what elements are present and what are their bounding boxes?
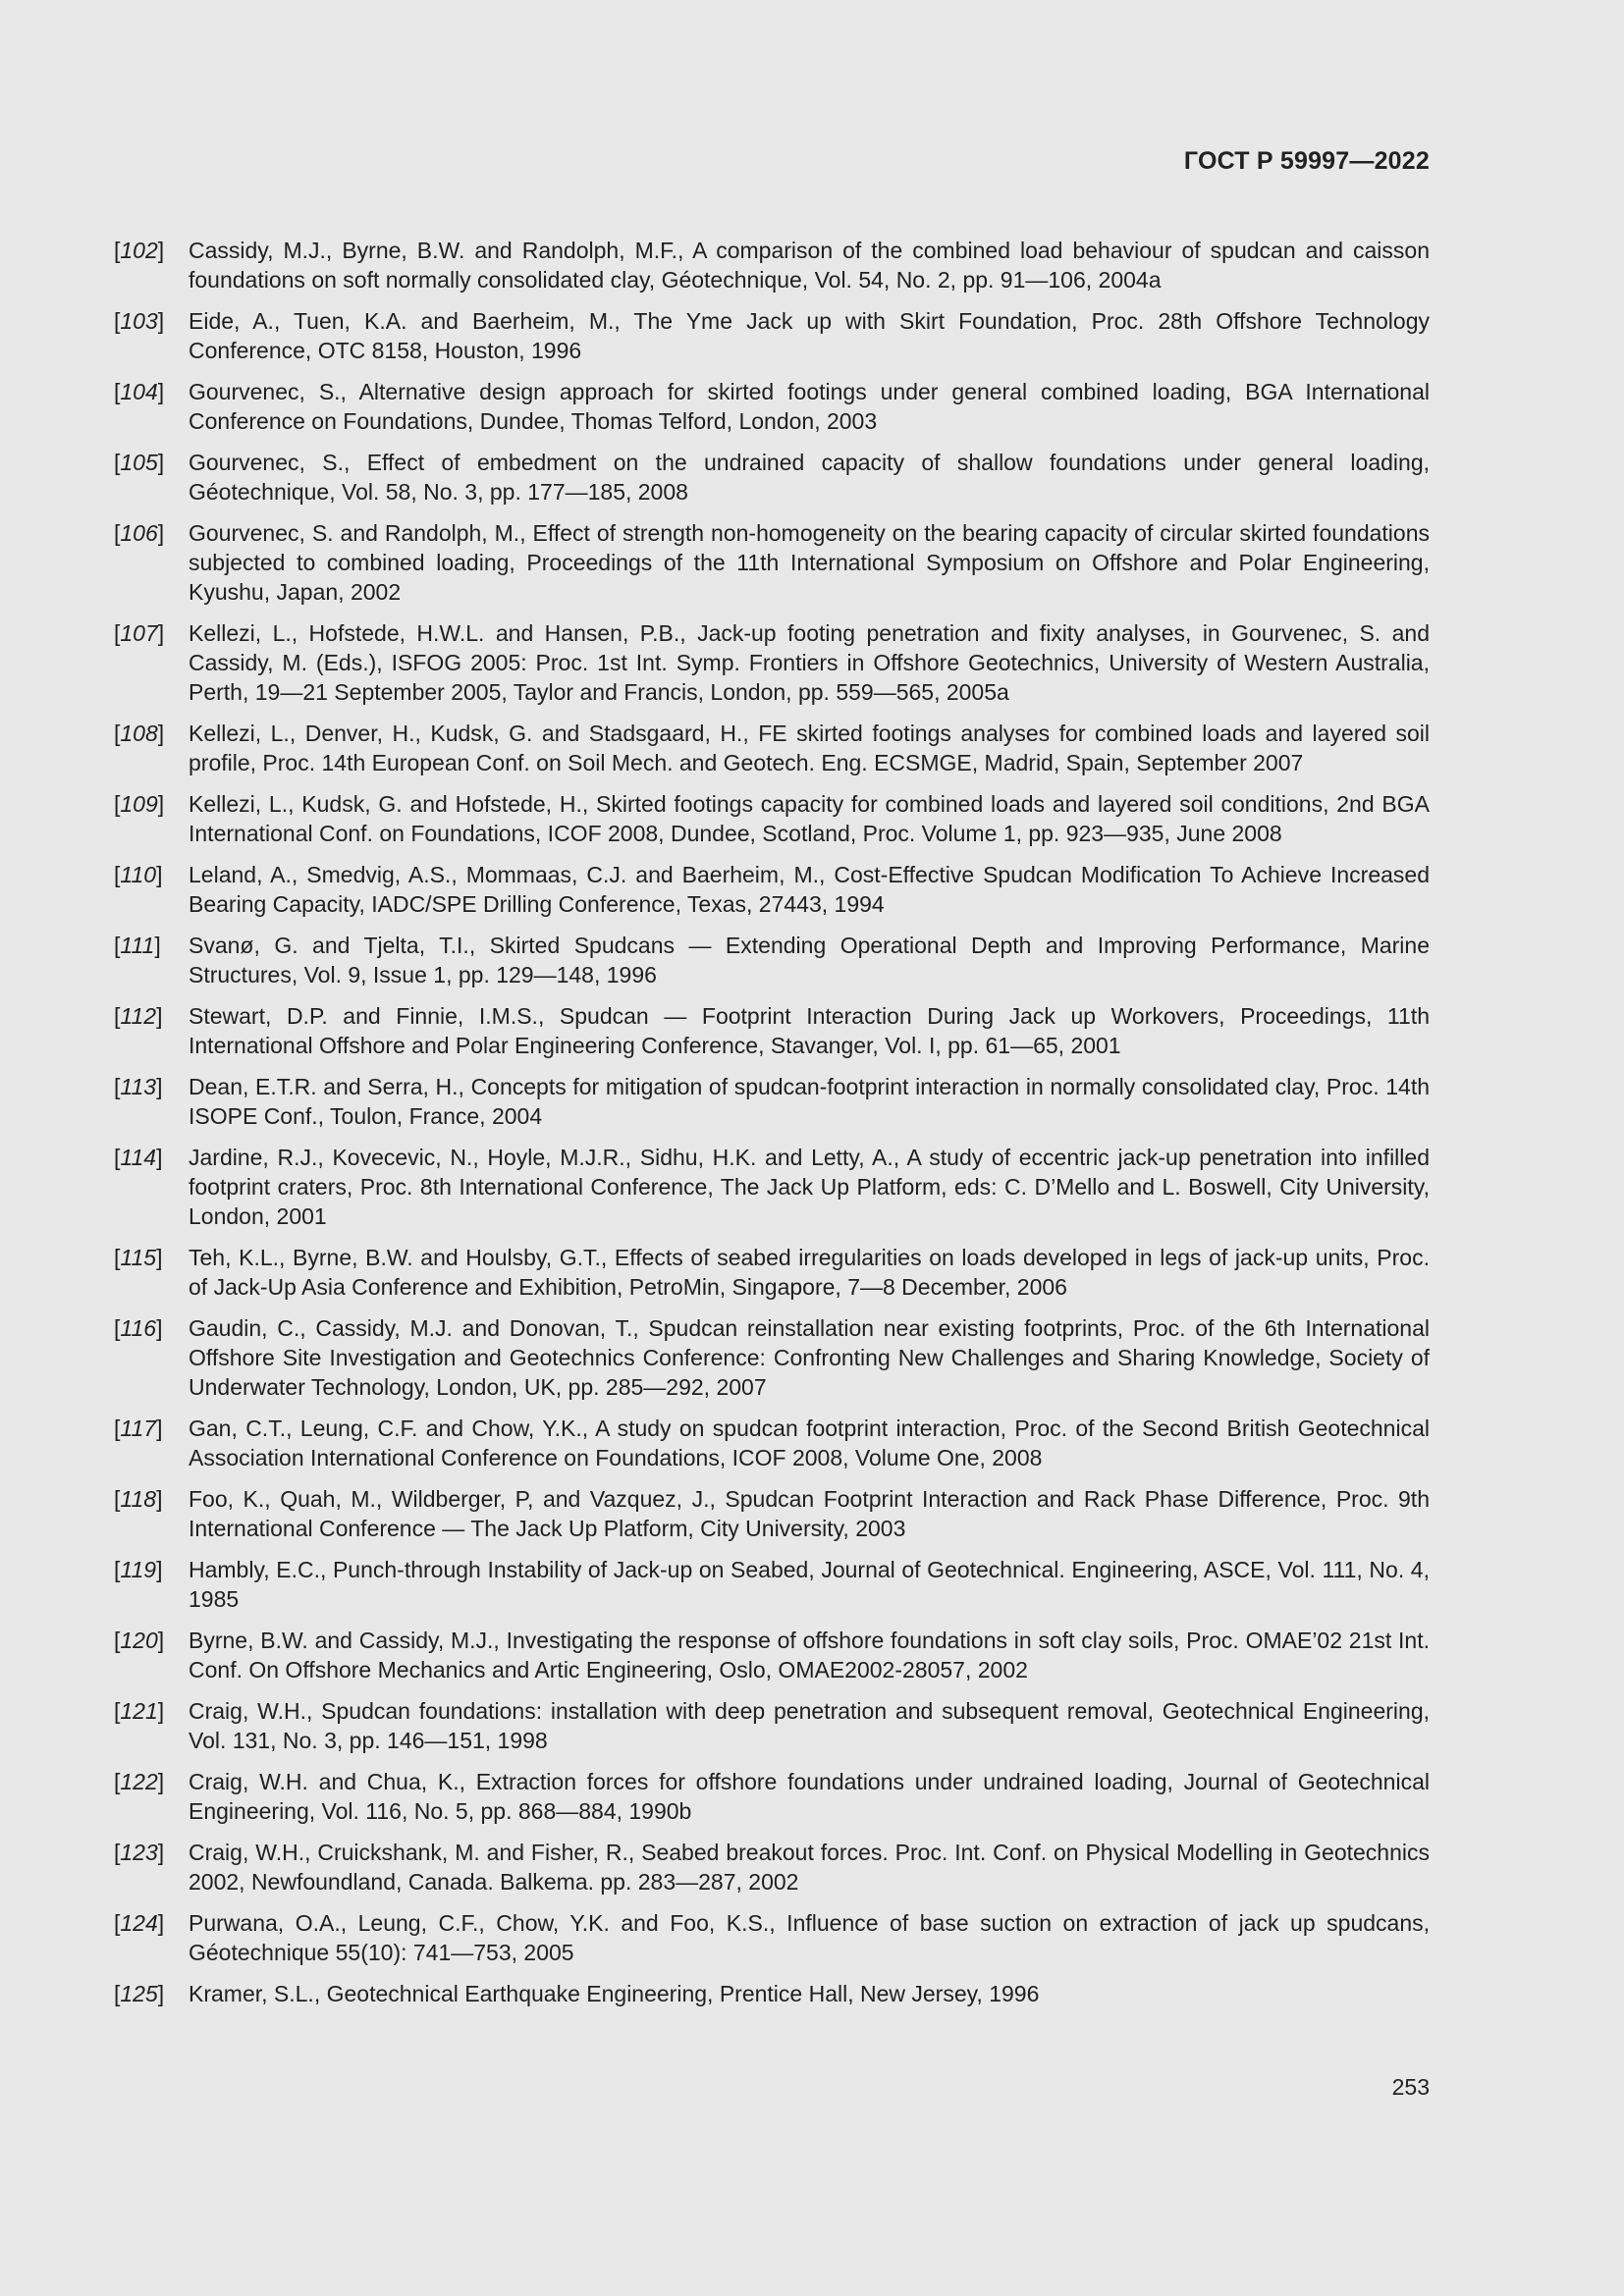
reference-item bbox=[114, 377, 1430, 436]
reference-item bbox=[114, 860, 1430, 919]
reference-number: [110] bbox=[114, 862, 163, 887]
reference-text: Craig, W.H., Spudcan foundations: installation with deep penetration and subsequent removal, Geotechnical Engineering, Vol. 131, No. 3, pp. 146—151, 1998 bbox=[189, 1698, 1430, 1753]
reference-number: [125] bbox=[114, 1981, 165, 2006]
reference-item bbox=[114, 931, 1430, 989]
reference-number: [103] bbox=[114, 308, 165, 334]
reference-text: Kellezi, L., Kudsk, G. and Hofstede, H., Skirted footings capacity for combined loads and layered soil conditions, 2nd BGA International Conf. on Foundations, ICOF 2008, Dundee, Scotland, Proc. Volume 1, pp. 923—935, June 2008 bbox=[189, 791, 1430, 846]
reference-item bbox=[114, 518, 1430, 607]
reference-text: Eide, A., Tuen, K.A. and Baerheim, M., The Yme Jack up with Skirt Foundation, Proc. 28th Offshore Technology Conference, OTC 8158, Houston, 1996 bbox=[189, 308, 1430, 363]
reference-number-value: 107 bbox=[120, 620, 158, 646]
reference-item bbox=[114, 1838, 1430, 1896]
reference-number: [109] bbox=[114, 791, 165, 817]
reference-text: Gourvenec, S. and Randolph, M., Effect of strength non-homogeneity on the bearing capacity of circular skirted foundations subjected to combined loading, Proceedings of the 11th International Symposium on Offshore and Polar Engineering, Kyushu, Japan, 2002 bbox=[189, 520, 1430, 605]
reference-item bbox=[114, 1001, 1430, 1060]
reference-number: [122] bbox=[114, 1769, 165, 1794]
reference-text: Kellezi, L., Denver, H., Kudsk, G. and Stadsgaard, H., FE skirted footings analyses for combined loads and layered soil profile, Proc. 14th European Conf. on Soil Mech. and Geotech. Eng. ECSMGE, Madrid, Spain, September 2007 bbox=[189, 721, 1430, 775]
reference-number: [104] bbox=[114, 379, 165, 404]
reference-number-value: 103 bbox=[120, 308, 158, 334]
reference-text: Cassidy, M.J., Byrne, B.W. and Randolph, M.F., A comparison of the combined load behaviour of spudcan and caisson foundations on soft normally consolidated clay, Géotechnique, Vol. 54, No. 2, pp. 91—106, 2004a bbox=[189, 238, 1430, 293]
reference-number: [105] bbox=[114, 450, 165, 475]
reference-text: Gan, C.T., Leung, C.F. and Chow, Y.K., A study on spudcan footprint interaction, Proc. of the Second British Geotechnical Association International Conference on Foundations, ICOF 2008, Volume One, 2008 bbox=[189, 1415, 1430, 1470]
reference-number: [114] bbox=[114, 1145, 163, 1170]
reference-number: [102] bbox=[114, 238, 165, 263]
reference-number-value: 119 bbox=[120, 1557, 157, 1582]
reference-item bbox=[114, 719, 1430, 777]
page-number: 253 bbox=[1391, 2074, 1430, 2100]
reference-number-value: 104 bbox=[120, 379, 158, 404]
reference-text: Craig, W.H., Cruickshank, M. and Fisher, R., Seabed breakout forces. Proc. Int. Conf. on Physical Modelling in Geotechnics 2002, Newfoundland, Canada. Balkema. pp. 283—287, 2002 bbox=[189, 1840, 1430, 1895]
reference-text: Kramer, S.L., Geotechnical Earthquake Engineering, Prentice Hall, New Jersey, 1996 bbox=[189, 1981, 1040, 2006]
reference-number: [112] bbox=[114, 1003, 163, 1029]
reference-number-value: 122 bbox=[120, 1769, 158, 1794]
reference-text: Dean, E.T.R. and Serra, H., Concepts for mitigation of spudcan-footprint interaction in normally consolidated clay, Proc. 14th ISOPE Conf., Toulon, France, 2004 bbox=[189, 1074, 1430, 1129]
reference-number-value: 125 bbox=[120, 1981, 158, 2006]
reference-text: Teh, K.L., Byrne, B.W. and Houlsby, G.T., Effects of seabed irregularities on loads developed in legs of jack-up units, Proc. of Jack-Up Asia Conference and Exhibition, PetroMin, Singapore, 7—8 December, 2006 bbox=[189, 1245, 1430, 1300]
reference-text: Leland, A., Smedvig, A.S., Mommaas, C.J. and Baerheim, M., Cost-Effective Spudcan Modification To Achieve Increased Bearing Capacity, IADC/SPE Drilling Conference, Texas, 27443, 1994 bbox=[189, 862, 1430, 917]
reference-number-value: 105 bbox=[120, 450, 158, 475]
reference-text: Svanø, G. and Tjelta, T.I., Skirted Spudcans — Extending Operational Depth and Improving Performance, Marine Structures, Vol. 9, Issue 1, pp. 129—148, 1996 bbox=[189, 933, 1430, 988]
reference-number: [106] bbox=[114, 520, 165, 546]
reference-item bbox=[114, 306, 1430, 365]
reference-number-value: 106 bbox=[120, 520, 158, 546]
reference-item bbox=[114, 789, 1430, 848]
reference-number-value: 114 bbox=[120, 1145, 157, 1170]
reference-list bbox=[114, 236, 1430, 2020]
reference-number: [119] bbox=[114, 1557, 163, 1582]
reference-item bbox=[114, 1484, 1430, 1543]
reference-number: [124] bbox=[114, 1910, 165, 1936]
reference-item bbox=[114, 1626, 1430, 1684]
reference-number-value: 109 bbox=[120, 791, 158, 817]
reference-number: [111] bbox=[114, 933, 161, 958]
reference-text: Gourvenec, S., Alternative design approach for skirted footings under general combined loading, BGA International Conference on Foundations, Dundee, Thomas Telford, London, 2003 bbox=[189, 379, 1430, 434]
reference-item bbox=[114, 1243, 1430, 1302]
reference-number-value: 118 bbox=[120, 1486, 157, 1512]
reference-number-value: 112 bbox=[120, 1003, 157, 1029]
reference-number-value: 120 bbox=[120, 1628, 158, 1653]
reference-number-value: 116 bbox=[120, 1315, 157, 1341]
reference-item bbox=[114, 618, 1430, 707]
reference-item bbox=[114, 1979, 1430, 2008]
reference-number: [118] bbox=[114, 1486, 163, 1512]
reference-text: Gaudin, C., Cassidy, M.J. and Donovan, T., Spudcan reinstallation near existing footprints, Proc. of the 6th International Offshore Site Investigation and Geotechnics Conference: Confronting New Challenges and Sharing Knowledge, Society of Underwater Technology, London, UK, pp. 285—292, 2007 bbox=[189, 1315, 1430, 1400]
reference-item bbox=[114, 236, 1430, 294]
reference-number: [120] bbox=[114, 1628, 165, 1653]
reference-text: Hambly, E.C., Punch-through Instability of Jack-up on Seabed, Journal of Geotechnical. Engineering, ASCE, Vol. 111, No. 4, 1985 bbox=[189, 1557, 1430, 1612]
reference-item bbox=[114, 1313, 1430, 1402]
reference-item bbox=[114, 1072, 1430, 1131]
reference-number-value: 113 bbox=[120, 1074, 157, 1099]
reference-text: Foo, K., Quah, M., Wildberger, P, and Vazquez, J., Spudcan Footprint Interaction and Rack Phase Difference, Proc. 9th International Conference — The Jack Up Platform, City University, 2003 bbox=[189, 1486, 1430, 1541]
reference-text: Gourvenec, S., Effect of embedment on the undrained capacity of shallow foundations under general loading, Géotechnique, Vol. 58, No. 3, pp. 177—185, 2008 bbox=[189, 450, 1430, 505]
reference-text: Byrne, B.W. and Cassidy, M.J., Investigating the response of offshore foundations in soft clay soils, Proc. OMAE’02 21st Int. Conf. On Offshore Mechanics and Artic Engineering, Oslo, OMAE2002-28057, 2002 bbox=[189, 1628, 1430, 1682]
reference-item bbox=[114, 1414, 1430, 1472]
reference-text: Jardine, R.J., Kovecevic, N., Hoyle, M.J.R., Sidhu, H.K. and Letty, A., A study of eccentric jack-up penetration into infilled footprint craters, Proc. 8th International Conference, The Jack Up Platform, eds: C. D’Mello and L. Boswell, City University, London, 2001 bbox=[189, 1145, 1430, 1229]
reference-number: [115] bbox=[114, 1245, 163, 1270]
reference-number: [113] bbox=[114, 1074, 163, 1099]
reference-number: [121] bbox=[114, 1698, 165, 1724]
reference-number-value: 117 bbox=[120, 1415, 157, 1441]
reference-text: Kellezi, L., Hofstede, H.W.L. and Hansen, P.B., Jack-up footing penetration and fixity analyses, in Gourvenec, S. and Cassidy, M. (Eds.), ISFOG 2005: Proc. 1st Int. Symp. Frontiers in Offshore Geotechnics, University of Western Australia, Perth, 19—21 September 2005, Taylor and Francis, London, pp. 559—565, 2005a bbox=[189, 620, 1430, 705]
reference-number-value: 111 bbox=[120, 933, 155, 958]
reference-number-value: 110 bbox=[120, 862, 157, 887]
reference-number-value: 121 bbox=[120, 1698, 158, 1724]
reference-number-value: 123 bbox=[120, 1840, 158, 1865]
reference-item bbox=[114, 1908, 1430, 1967]
reference-number: [123] bbox=[114, 1840, 165, 1865]
reference-number-value: 102 bbox=[120, 238, 158, 263]
reference-item bbox=[114, 448, 1430, 507]
reference-number-value: 115 bbox=[120, 1245, 157, 1270]
reference-number: [117] bbox=[114, 1415, 163, 1441]
reference-text: Purwana, O.A., Leung, C.F., Chow, Y.K. and Foo, K.S., Influence of base suction on extraction of jack up spudcans, Géotechnique 55(10): 741—753, 2005 bbox=[189, 1910, 1430, 1965]
reference-text: Craig, W.H. and Chua, K., Extraction forces for offshore foundations under undrained loading, Journal of Geotechnical Engineering, Vol. 116, No. 5, pp. 868—884, 1990b bbox=[189, 1769, 1430, 1824]
reference-number-value: 108 bbox=[120, 721, 158, 746]
document-header: ГОСТ Р 59997—2022 bbox=[1183, 147, 1430, 175]
reference-item bbox=[114, 1696, 1430, 1755]
reference-item bbox=[114, 1555, 1430, 1614]
reference-item bbox=[114, 1143, 1430, 1231]
reference-number-value: 124 bbox=[120, 1910, 158, 1936]
reference-number: [107] bbox=[114, 620, 165, 646]
reference-number: [108] bbox=[114, 721, 165, 746]
reference-number: [116] bbox=[114, 1315, 163, 1341]
reference-text: Stewart, D.P. and Finnie, I.M.S., Spudcan — Footprint Interaction During Jack up Workovers, Proceedings, 11th International Offshore and Polar Engineering Conference, Stavanger, Vol. I, pp. 61—65, 2001 bbox=[189, 1003, 1430, 1058]
reference-item bbox=[114, 1767, 1430, 1826]
